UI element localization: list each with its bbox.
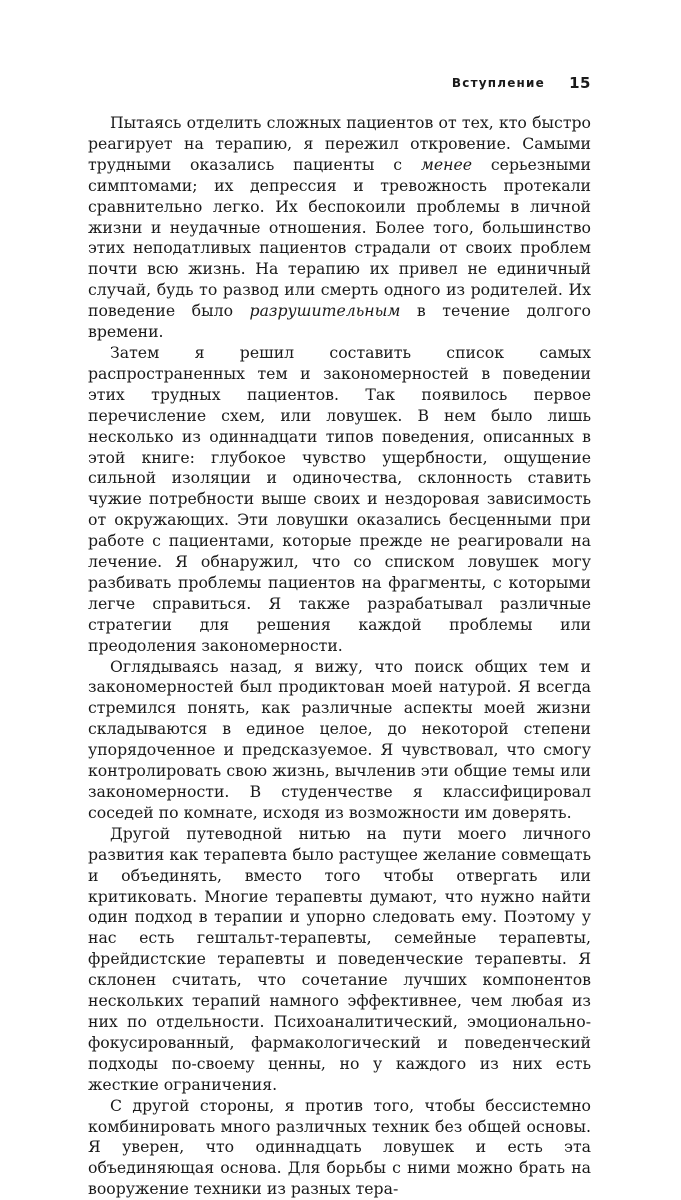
paragraph-1-emphasis-2: разрушительным <box>249 301 401 321</box>
paragraph-1-emphasis-1: менее <box>420 154 473 174</box>
paragraph-4: Другой путеводной нитью на пути моего личного развития как терапевта было растущее желание совмещать и объединять, вместо того чтобы отвергать или критиковать. Многие терапевты думают, что нужно найти один подход в терапии и упорно следовать ему. Поэтому у нас есть гештальт-терапевты, семейные терапевты, фрейдистские терапевты и поведенческие терапевты. Я склонен считать, что сочетание лучших компонентов нескольких терапий намного эффективнее, чем любая из них по отдельности. Психоаналитический, эмоционально-фокусированный, фармакологический и поведенческий подходы по-своему ценны, но у каждого из них есть жесткие ограничения. <box>88 823 591 1094</box>
running-head <box>88 74 591 96</box>
paragraph-3: Оглядываясь назад, я вижу, что поиск общих тем и закономерностей был продиктован моей натурой. Я всегда стремился понять, как различные аспекты моей жизни складываются в единое целое, до некоторой степени упорядоченное и предсказуемое. Я чувствовал, что смогу контролировать свою жизнь, вычленив эти общие темы или закономерности. В студенчестве я классифицировал соседей по комнате, исходя из возможности им доверять. <box>88 656 591 822</box>
paragraph-1-part-3: в течение долгого времени. <box>88 301 591 342</box>
section-title: Вступление <box>451 76 545 90</box>
paragraph-1-part-1: Пытаясь отделить сложных пациентов от тех, кто быстро реагирует на терапию, я пережил откровение. Самыми трудными оказались пациенты с <box>88 113 591 174</box>
page-number: 15 <box>569 74 591 92</box>
paragraph-2: Затем я решил составить список самых распространенных тем и закономерностей в поведении этих трудных пациентов. Так появилось первое перечисление схем, или ловушек. В нем было лишь несколько из одиннадцати типов поведения, описанных в этой книге: глубокое чувство ущербности, ощущение сильной изоляции и одиночества, склонность ставить чужие потребности выше своих и нездоровая зависимость от окружающих. Эти ловушки оказались бесценными при работе с пациентами, которые прежде не реагировали на лечение. Я обнаружил, что со списком ловушек могу разбивать проблемы пациентов на фрагменты, с которыми легче справиться. Я также разрабатывал различные стратегии для решения каждой проблемы или преодоления закономерности. <box>88 342 591 655</box>
paragraph-1-part-2: серьезными симптомами; их депрессия и тревожность протекали сравнительно легко. Их беспокоили проблемы в личной жизни и неудачные отношения. Более того, большинство этих неподатливых пациентов страдали от своих проблем почти всю жизнь. На терапию их привел не единичный случай, будь то развод или смерть одного из родителей. Их поведение было <box>88 154 591 321</box>
paragraph-1 <box>88 113 591 343</box>
body-text <box>88 113 591 1200</box>
paragraph-5: С другой стороны, я против того, чтобы бессистемно комбинировать много различных техник без общей основы. Я уверен, что одиннадцать ловушек и есть эта объединяющая основа. Для борьбы с ними можно брать на вооружение техники из разных тера- <box>88 1095 591 1199</box>
